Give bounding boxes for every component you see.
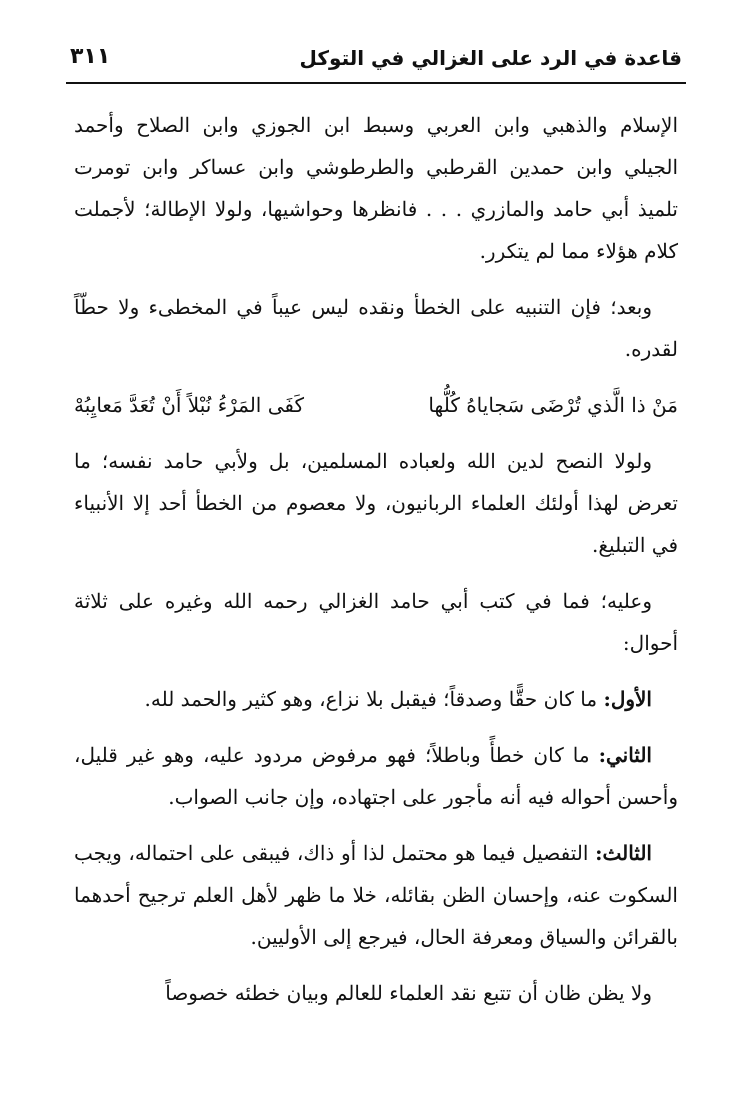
- paragraph-scholars-list: الإسلام والذهبي وابن العربي وسبط ابن الجوزي وابن الصلاح وأحمد الجيلي وابن حمدين القرطبي والطرطوشي وابن عساكر وابن تومرت تلميذ أبي حامد والمازري . . . فانظرها وحواشيها، ولولا الإطالة؛ لأجملت كلام هؤلاء مما لم يتكرر.: [74, 113, 678, 263]
- paragraph-closing: ولا يظن ظان أن تتبع نقد العلماء للعالم وبيان خطئه خصوصاً: [165, 981, 652, 1005]
- paragraph-sincere-advice: ولولا النصح لدين الله ولعباده المسلمين، بل ولأبي حامد نفسه؛ ما تعرض لهذا أولئك العلماء الربانيون، ولا معصوم من الخطأ أحد إلا الأنبياء في التبليغ.: [74, 449, 678, 557]
- second-state-label: الثاني:: [598, 743, 652, 767]
- paragraph-third-state: [74, 832, 678, 958]
- first-state-label: الأول:: [603, 687, 652, 711]
- paragraph-second-state: [74, 734, 678, 818]
- running-title: قاعدة في الرد على الغزالي في التوكل: [299, 46, 682, 70]
- page-number: ٣١١: [70, 44, 111, 69]
- verse-first-hemistich: مَنْ ذا الَّذي تُرْضَى سَجاياهُ كُلُّها: [428, 393, 678, 417]
- verse-second-hemistich: كَفَى المَرْءُ نُبْلاً أَنْ تُعَدَّ مَعايِبُهْ: [74, 393, 305, 417]
- third-state-text: التفصيل فيما هو محتمل لذا أو ذاك، فيبقى على احتماله، ويجب السكوت عنه، وإحسان الظن بقائله، خلا ما ظهر لأهل العلم ترجيح أحدهما بالقرائن والسياق ومعرفة الحال، فيرجع إلى الأوليين.: [74, 841, 678, 949]
- header-rule: [66, 82, 686, 84]
- paragraph-three-states: وعليه؛ فما في كتب أبي حامد الغزالي رحمه الله وغيره على ثلاثة أحوال:: [74, 589, 678, 655]
- paragraph-criticism-not-fault: وبعد؛ فإن التنبيه على الخطأ ونقده ليس عيباً في المخطىء ولا حطّاً لقدره.: [74, 295, 678, 361]
- first-state-text: ما كان حقًّا وصدقاً؛ فيقبل بلا نزاع، وهو كثير والحمد لله.: [144, 687, 604, 711]
- paragraph-first-state: [74, 678, 678, 720]
- page-body: [74, 104, 678, 1028]
- second-state-text: ما كان خطأً وباطلاً؛ فهو مرفوض مردود عليه، وهو غير قليل، وأحسن أحواله فيه أنه مأجور على اجتهاده، وإن جانب الصواب.: [74, 743, 678, 809]
- third-state-label: الثالث:: [595, 841, 652, 865]
- poetry-verse: [74, 384, 678, 426]
